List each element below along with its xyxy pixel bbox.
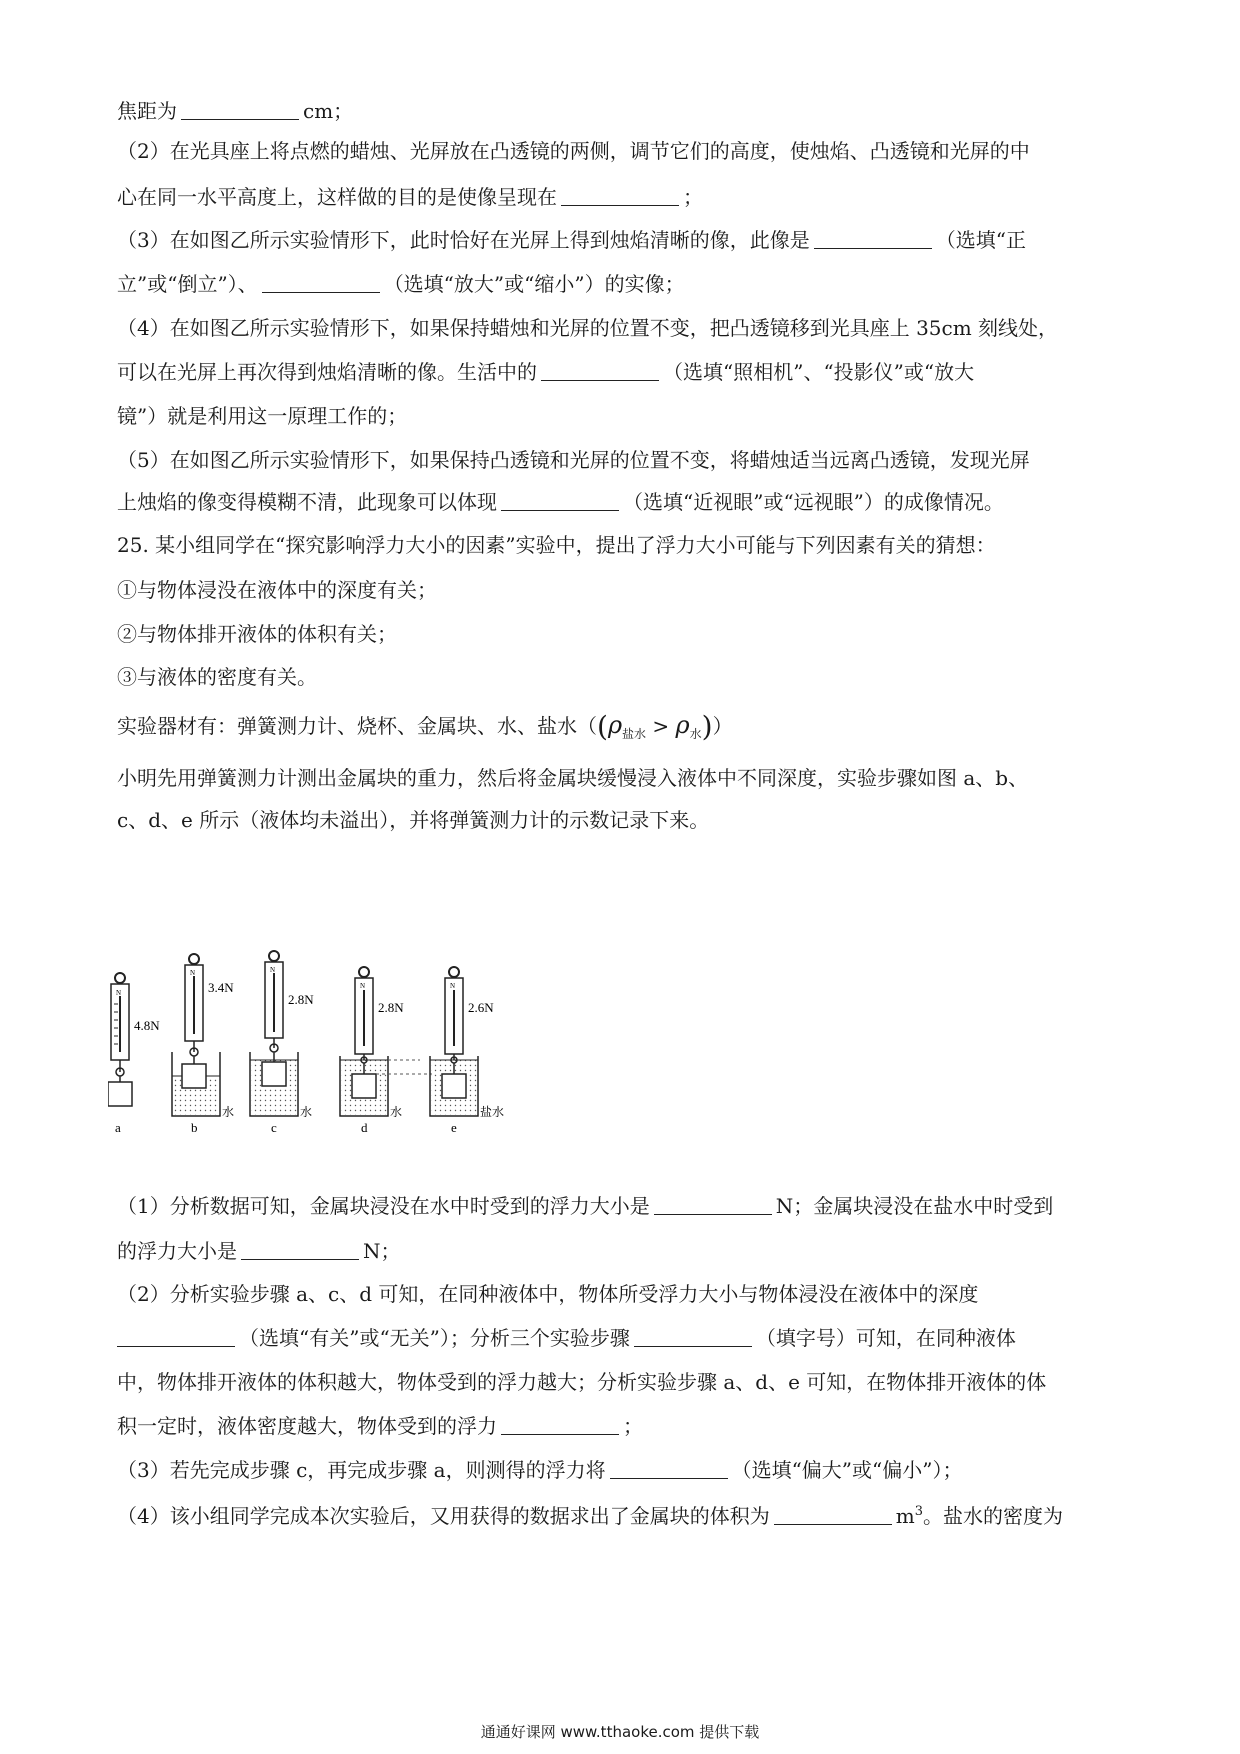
svg-text:水: 水 xyxy=(390,1105,403,1119)
line-11: 25. 某小组同学在“探究影响浮力大小的因素”实验中，提出了浮力大小可能与下列因素有关的猜想： xyxy=(117,533,996,557)
answer-blank[interactable] xyxy=(241,1241,359,1260)
svg-text:N: N xyxy=(190,969,196,977)
svg-text:水: 水 xyxy=(300,1105,313,1119)
answer-blank[interactable] xyxy=(654,1196,772,1215)
step-b xyxy=(172,954,234,1135)
svg-text:e: e xyxy=(451,1120,457,1135)
line-9: （5）在如图乙所示实验情形下，如果保持凸透镜和光屏的位置不变，将蜡烛适当远离凸透镜，发现光屏 xyxy=(117,448,1030,472)
reading-e: 2.6N xyxy=(468,1000,494,1015)
line-5: 立”或“倒立”）、 （选填“放大”或“缩小”）的实像； xyxy=(117,272,685,296)
answer-blank[interactable] xyxy=(501,492,619,511)
svg-text:N: N xyxy=(450,982,456,990)
line-17: c、d、e 所示（液体均未溢出），并将弹簧测力计的示数记录下来。 xyxy=(117,808,710,832)
line-16: 小明先用弹簧测力计测出金属块的重力，然后将金属块缓慢浸入液体中不同深度，实验步骤如图 a、b、 xyxy=(117,766,1029,790)
svg-text:c: c xyxy=(271,1120,277,1135)
line-14: ③与液体的密度有关。 xyxy=(117,665,317,689)
line-2: （2）在光具座上将点燃的蜡烛、光屏放在凸透镜的两侧，调节它们的高度，使烛焰、凸透镜和光屏的中 xyxy=(117,139,1030,163)
line-22: 中，物体排开液体的体积越大，物体受到的浮力越大；分析实验步骤 a、d、e 可知，在物体排开液体的体 xyxy=(117,1370,1047,1394)
reading-c: 2.8N xyxy=(288,992,314,1007)
answer-blank[interactable] xyxy=(610,1460,728,1479)
buoyancy-experiment-figure xyxy=(108,948,588,1138)
svg-text:水: 水 xyxy=(222,1105,235,1119)
footer-source: 通通好课网 www.tthaoke.com 提供下载 xyxy=(480,1723,760,1741)
line-3: 心在同一水平高度上，这样做的目的是使像呈现在 ； xyxy=(117,185,703,209)
svg-text:N: N xyxy=(360,982,366,990)
line-23: 积一定时，液体密度越大，物体受到的浮力 ； xyxy=(117,1414,643,1438)
line-7: 可以在光屏上再次得到烛焰清晰的像。生活中的 （选填“照相机”、“投影仪”或“放大 xyxy=(117,360,975,384)
answer-blank[interactable] xyxy=(634,1328,752,1347)
scale-letter: N xyxy=(116,989,122,997)
line-4: （3）在如图乙所示实验情形下，此时恰好在光屏上得到烛焰清晰的像，此像是 （选填“正 xyxy=(117,228,1026,252)
line-10: 上烛焰的像变得模糊不清，此现象可以体现 （选填“近视眼”或“远视眼”）的成像情况。 xyxy=(117,490,1004,514)
line-18: （1）分析数据可知，金属块浸没在水中时受到的浮力大小是 N；金属块浸没在盐水中时受到 xyxy=(117,1194,1054,1218)
answer-blank[interactable] xyxy=(181,101,299,120)
step-a xyxy=(108,973,160,1135)
line-15: 实验器材有：弹簧测力计、烧杯、金属块、水、盐水$((\rho_{盐水} > \rho_水))$ xyxy=(117,710,733,743)
reading-a: 4.8N xyxy=(134,1018,160,1033)
line-20: （2）分析实验步骤 a、c、d 可知，在同种液体中，物体所受浮力大小与物体浸没在液体中的深度 xyxy=(117,1282,979,1306)
line-25: （4）该小组同学完成本次实验后，又用获得的数据求出了金属块的体积为 $m^3$。盐水的密度为 xyxy=(117,1504,1063,1528)
label-a: a xyxy=(115,1120,121,1135)
answer-blank[interactable] xyxy=(561,187,679,206)
step-d xyxy=(340,967,432,1135)
answer-blank[interactable] xyxy=(541,362,659,381)
svg-text:b: b xyxy=(191,1120,198,1135)
line-19: 的浮力大小是 N； xyxy=(117,1239,401,1263)
step-e xyxy=(430,967,504,1135)
line-8: 镜”）就是利用这一原理工作的； xyxy=(117,404,408,428)
answer-blank[interactable] xyxy=(774,1506,892,1525)
metal-block xyxy=(108,1082,132,1106)
line-12: ①与物体浸没在液体中的深度有关； xyxy=(117,578,437,602)
answer-blank[interactable] xyxy=(117,1328,235,1347)
reading-d: 2.8N xyxy=(378,1000,404,1015)
reading-b: 3.4N xyxy=(208,980,234,995)
answer-blank[interactable] xyxy=(501,1416,619,1435)
line-13: ②与物体排开液体的体积有关； xyxy=(117,622,397,646)
svg-text:N: N xyxy=(270,966,276,974)
svg-text:d: d xyxy=(361,1120,368,1135)
line-24: （3）若先完成步骤 c，再完成步骤 a，则测得的浮力将 （选填“偏大”或“偏小”）； xyxy=(117,1458,963,1482)
step-c xyxy=(250,951,314,1135)
answer-blank[interactable] xyxy=(814,230,932,249)
line-1: 焦距为 cm； xyxy=(117,99,354,123)
line-21: （选填“有关”或“无关”）；分析三个实验步骤 （填字号）可知，在同种液体 xyxy=(117,1324,1016,1352)
line-6: （4）在如图乙所示实验情形下，如果保持蜡烛和光屏的位置不变，把凸透镜移到光具座上 35cm 刻线处， xyxy=(117,316,1059,340)
svg-text:盐水: 盐水 xyxy=(480,1105,505,1119)
answer-blank[interactable] xyxy=(262,274,380,293)
